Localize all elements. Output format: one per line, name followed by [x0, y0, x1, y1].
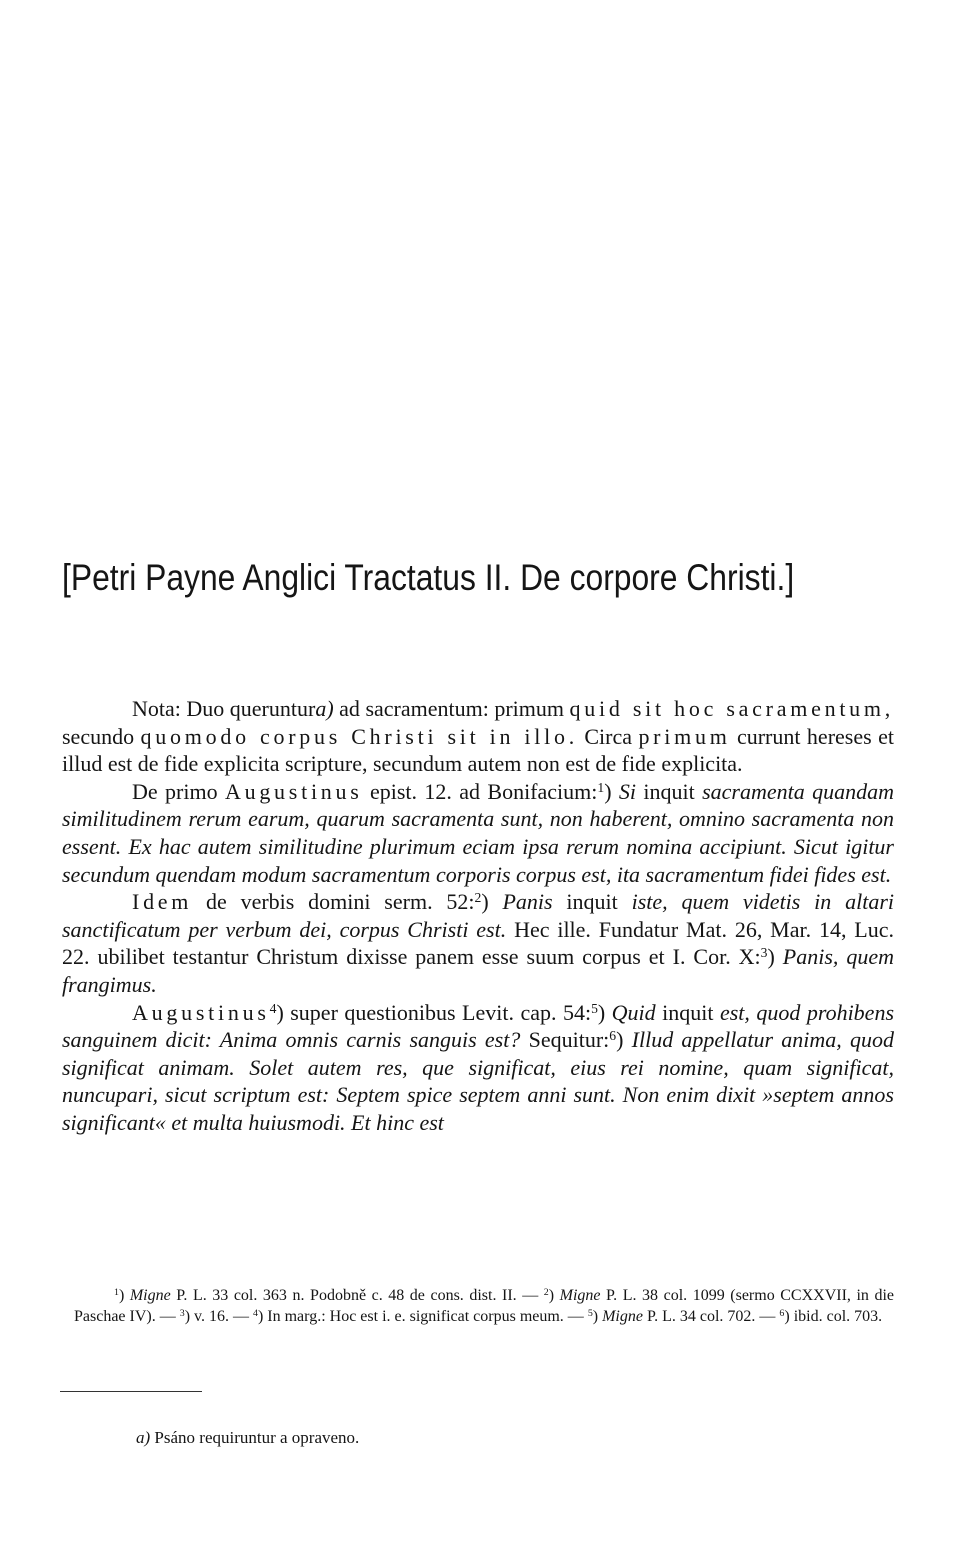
text-run: )	[767, 944, 783, 970]
footnote-ref: 4	[269, 1000, 277, 1016]
footnote-divider	[60, 1391, 202, 1392]
footnote-ref: 2	[474, 890, 482, 906]
spaced-text: quid sit hoc sacramentum,	[569, 696, 895, 721]
source-name: Migne	[129, 1287, 171, 1304]
quotation: Quid	[611, 999, 656, 1025]
paragraph-2	[62, 778, 894, 888]
text-run: P. L. 33 col. 363 n. Podobně c. 48 de cons. dist. II. —	[170, 1287, 544, 1304]
footnote-number: 6	[779, 1307, 785, 1319]
text-run: P. L. 38 col. 1099 (sermo CCXXVII, in die Paschae IV). —	[74, 1287, 895, 1325]
text-run: )	[481, 889, 503, 915]
text-run: currunt hereses et illud est de fide explicita scripture, secundum autem non est de fide explicita.	[62, 723, 894, 777]
paragraph-1	[62, 695, 894, 778]
footnote-ref: 5	[591, 1000, 598, 1016]
spaced-text: primum	[638, 723, 731, 749]
text-run: )	[616, 1027, 632, 1053]
footnote-number: 3	[179, 1307, 185, 1319]
main-text	[62, 695, 894, 1137]
text-run: De primo	[132, 778, 225, 804]
footnote-ref: 1	[597, 779, 605, 795]
apparatus-mark: a)	[315, 696, 334, 721]
footnote-number: 2	[543, 1286, 549, 1298]
text-run: inquit	[552, 889, 632, 915]
text-run: )	[592, 1308, 603, 1325]
text-run: ) v. 16. —	[184, 1308, 253, 1325]
footnote-block	[74, 1285, 894, 1327]
footnote-number: 4	[253, 1307, 258, 1319]
text-run: P. L. 34 col. 702. —	[642, 1308, 780, 1325]
quotation: Panis, quem frangimus.	[62, 944, 895, 997]
text-run: Nota: Duo queruntur	[132, 696, 316, 721]
quotation: est, quod prohibens sanguinem dicit: Anima omnis carnis sanguis est?	[62, 999, 895, 1053]
quotation: iste, quem videtis in altari sanctificatum per verbum dei, corpus Christi est.	[62, 889, 895, 942]
text-run: )	[118, 1287, 130, 1304]
critical-apparatus-note	[136, 1427, 359, 1449]
quotation: Illud appellatur anima, quod significat animam. Solet autem res, que significat, eius rei nomine, quam significat, nuncupari, sicut scriptum est: Septem spice septem anni sunt. Non enim dixit »septem annos significant« et multa huiusmodi. Et hinc est	[62, 1027, 895, 1135]
spaced-text: quomodo corpus Christi sit in illo.	[140, 723, 578, 749]
source-name: Migne	[602, 1308, 643, 1325]
text-run: )	[604, 778, 619, 804]
text-run: secundo	[62, 723, 141, 749]
text-run: inquit	[655, 999, 720, 1025]
text-run: ) super questionibus Levit. cap. 54:	[276, 999, 592, 1025]
apparatus-mark: a)	[136, 1428, 151, 1447]
spaced-text: Augustinus	[132, 999, 270, 1025]
paragraph-3	[62, 888, 894, 998]
text-run: Sequitur:	[520, 1027, 610, 1053]
spaced-text: Idem	[132, 889, 193, 915]
footnotes	[74, 1285, 894, 1327]
text-run: de verbis domini serm. 52:	[192, 889, 475, 915]
footnote-ref: 6	[609, 1028, 617, 1044]
text-run: Hec ille. Fundatur Mat. 26, Mar. 14, Luc. 22. ubilibet testantur Christum dixisse panem esse suum corpus et I. Cor. X:	[62, 916, 894, 970]
source-name: Migne	[559, 1287, 601, 1304]
quotation: Panis	[502, 889, 553, 915]
text-run: Circa	[577, 723, 639, 749]
paragraph-4	[62, 999, 894, 1137]
text-run: ) In marg.: Hoc est i. e. significat corpus meum. —	[257, 1308, 588, 1325]
page-title: [Petri Payne Anglici Tractatus II. De corpore Christi.]	[62, 557, 795, 598]
footnote-number: 1	[114, 1286, 119, 1298]
text-run: Psáno requiruntur a opraveno.	[150, 1428, 360, 1447]
footnote-number: 5	[587, 1307, 593, 1319]
text-run: ) ibid. col. 703.	[784, 1308, 883, 1325]
text-run: )	[548, 1287, 560, 1304]
quotation: sacramenta quandam similitudinem rerum earum, quarum sacramenta sunt, non haberent, omnino sacramenta non essent. Ex hac autem similitudine plurimum eciam ipsa rerum nomina accipiunt. Sicut igitur secundum quendam modum sacramentum corporis corpus est, ita sacramentum fidei fides est.	[62, 778, 895, 887]
text-run: ad sacramentum: primum	[333, 696, 570, 721]
quotation: Si	[618, 778, 637, 804]
text-run: epist. 12. ad Bonifacium:	[362, 778, 598, 804]
spaced-text: Augustinus	[224, 778, 363, 804]
text-run: inquit	[636, 778, 703, 804]
footnote-ref: 3	[760, 945, 768, 961]
text-run: )	[597, 999, 612, 1025]
